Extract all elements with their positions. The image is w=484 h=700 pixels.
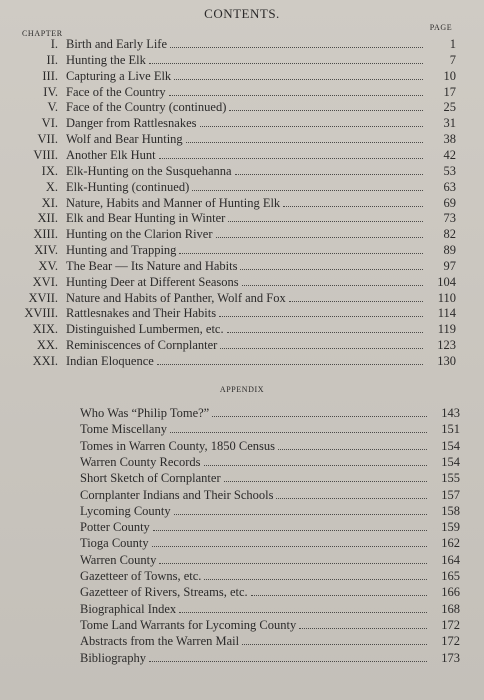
page-number: 7 xyxy=(449,52,456,67)
dot-leader xyxy=(224,481,427,482)
page-number: 155 xyxy=(441,471,460,486)
chapter-number: XIX. xyxy=(32,322,58,337)
page-number: 25 xyxy=(443,100,456,115)
dot-leader xyxy=(299,628,427,629)
appendix-title: Tome Miscellany xyxy=(80,422,167,437)
dot-leader xyxy=(149,63,423,64)
page-number: 154 xyxy=(441,438,460,453)
chapter-title: Capturing a Live Elk xyxy=(66,68,172,83)
chapter-number: I. xyxy=(50,37,58,51)
dot-leader xyxy=(157,364,423,365)
page-number: 159 xyxy=(441,520,460,535)
dot-leader xyxy=(276,498,427,499)
chapter-number: X. xyxy=(45,179,58,194)
chapter-title: Hunting the Elk xyxy=(66,52,146,67)
chapter-row xyxy=(8,291,456,306)
chapter-title: Another Elk Hunt xyxy=(66,147,156,162)
chapter-title: Distinguished Lumbermen, etc. xyxy=(66,322,224,337)
page-number: 110 xyxy=(437,290,456,305)
chapter-number: XX. xyxy=(36,338,58,353)
chapter-number: XVIII. xyxy=(24,306,58,321)
page-number: 172 xyxy=(441,634,460,649)
chapter-title: Elk-Hunting on the Susquehanna xyxy=(66,163,232,178)
chapter-title: Wolf and Bear Hunting xyxy=(66,132,183,147)
chapter-row xyxy=(8,69,456,84)
chapter-row xyxy=(8,211,456,226)
chapter-title: Reminiscences of Cornplanter xyxy=(66,338,218,353)
page-number: 158 xyxy=(441,503,460,518)
appendix-row xyxy=(80,651,460,666)
chapter-number: VII. xyxy=(37,132,58,147)
page-number: 154 xyxy=(441,454,460,469)
appendix-row xyxy=(80,439,460,454)
chapter-row xyxy=(8,148,456,163)
appendix-row xyxy=(80,455,460,470)
chapter-number: II. xyxy=(46,52,58,67)
chapter-row xyxy=(8,306,456,321)
chapter-title: Face of the Country (continued) xyxy=(66,100,227,115)
page-number: 119 xyxy=(437,322,456,337)
chapter-title: Indian Eloquence xyxy=(66,354,154,368)
appendix-row xyxy=(80,406,460,421)
chapter-row xyxy=(8,196,456,211)
chapter-row xyxy=(8,116,456,131)
dot-leader xyxy=(192,190,423,191)
chapter-title: Birth and Early Life xyxy=(66,37,168,51)
appendix-title: Who Was “Philip Tome?” xyxy=(80,406,210,420)
chapter-title: Hunting on the Clarion River xyxy=(66,227,213,242)
appendix-title: Gazetteer of Rivers, Streams, etc. xyxy=(80,585,248,600)
page-number: 168 xyxy=(441,601,460,616)
chapter-number: XXI. xyxy=(32,354,58,368)
appendix-title: Biographical Index xyxy=(80,601,177,616)
chapter-row xyxy=(8,37,456,52)
dot-leader xyxy=(149,661,427,662)
chapter-title: Danger from Rattlesnakes xyxy=(66,116,197,131)
dot-leader xyxy=(240,269,423,270)
dot-leader xyxy=(229,110,423,111)
dot-leader xyxy=(200,126,423,127)
chapter-column-header: CHAPTER xyxy=(22,29,63,38)
chapter-number: XI. xyxy=(41,195,58,210)
chapter-row xyxy=(8,354,456,369)
dot-leader xyxy=(170,47,423,48)
page-number: 173 xyxy=(441,650,460,665)
dot-leader xyxy=(227,332,423,333)
appendix-row xyxy=(80,471,460,486)
chapter-title: The Bear — Its Nature and Habits xyxy=(66,258,238,273)
chapter-row xyxy=(8,180,456,195)
page-column-header: PAGE xyxy=(429,23,453,32)
chapter-row xyxy=(8,322,456,337)
page-number: 31 xyxy=(443,116,456,131)
chapter-row xyxy=(8,132,456,147)
dot-leader xyxy=(159,563,427,564)
chapter-number: XIII. xyxy=(33,227,58,242)
dot-leader xyxy=(228,221,423,222)
chapter-row xyxy=(8,227,456,242)
chapter-title: Rattlesnakes and Their Habits xyxy=(66,306,217,321)
appendix-title: Bibliography xyxy=(80,650,146,665)
dot-leader xyxy=(242,285,423,286)
dot-leader xyxy=(174,514,427,515)
page-number: 104 xyxy=(437,274,456,289)
appendix-row xyxy=(80,504,460,519)
chapter-number: V. xyxy=(47,100,58,115)
dot-leader xyxy=(153,530,427,531)
page-number: 164 xyxy=(441,552,460,567)
page-number: 162 xyxy=(441,536,460,551)
page-number: 130 xyxy=(437,354,456,368)
chapter-title: Hunting Deer at Different Seasons xyxy=(66,274,239,289)
appendix-title: Abstracts from the Warren Mail xyxy=(80,634,240,649)
appendix-title: Gazetteer of Towns, etc. xyxy=(80,569,202,583)
appendix-row xyxy=(80,488,460,503)
appendix-title: Potter County xyxy=(80,520,150,535)
page-number: 172 xyxy=(441,617,460,632)
appendix-row xyxy=(80,553,460,568)
page-number: 1 xyxy=(449,37,456,51)
chapter-number: IV. xyxy=(43,84,58,99)
page-number: 42 xyxy=(443,147,456,162)
chapter-number: XVI. xyxy=(32,274,58,289)
page-number: 63 xyxy=(443,179,456,194)
dot-leader xyxy=(174,79,423,80)
chapter-number: XIV. xyxy=(34,243,58,258)
chapter-row xyxy=(8,259,456,274)
appendix-title: Tome Land Warrants for Lycoming County xyxy=(80,617,297,632)
chapter-row xyxy=(8,243,456,258)
dot-leader xyxy=(242,644,427,645)
chapter-title: Elk-Hunting (continued) xyxy=(66,179,190,194)
dot-leader xyxy=(216,237,423,238)
chapter-number: IX. xyxy=(41,163,58,178)
appendix-title: Tomes in Warren County, 1850 Census xyxy=(80,438,275,453)
chapter-title: Nature, Habits and Manner of Hunting Elk xyxy=(66,195,281,210)
page-number: 82 xyxy=(443,227,456,242)
chapter-number: XV. xyxy=(38,258,58,273)
page-number: 97 xyxy=(443,258,456,273)
dot-leader xyxy=(186,142,423,143)
chapter-number: VI. xyxy=(41,116,58,131)
chapter-row xyxy=(8,85,456,100)
page-number: 10 xyxy=(443,68,456,83)
dot-leader xyxy=(204,465,428,466)
page-number: 69 xyxy=(443,195,456,210)
page-number: 17 xyxy=(443,84,456,99)
chapter-row xyxy=(8,53,456,68)
chapter-title: Elk and Bear Hunting in Winter xyxy=(66,211,226,226)
appendix-title: Lycoming County xyxy=(80,503,171,518)
appendix-title: Short Sketch of Cornplanter xyxy=(80,471,221,486)
chapter-row xyxy=(8,100,456,115)
appendix-row xyxy=(80,602,460,617)
appendix-row xyxy=(80,520,460,535)
appendix-row xyxy=(80,585,460,600)
page-number: 151 xyxy=(441,422,460,437)
page-number: 166 xyxy=(441,585,460,600)
dot-leader xyxy=(152,546,427,547)
appendix-row xyxy=(80,536,460,551)
page-number: 157 xyxy=(441,487,460,502)
appendix-title: Warren County xyxy=(80,552,157,567)
chapter-title: Hunting and Trapping xyxy=(66,243,177,258)
dot-leader xyxy=(235,174,423,175)
chapter-number: III. xyxy=(42,68,58,83)
page-number: 123 xyxy=(437,338,456,353)
page-title: CONTENTS. xyxy=(204,6,280,21)
dot-leader xyxy=(289,301,423,302)
page-number: 53 xyxy=(443,163,456,178)
chapter-title: Face of the Country xyxy=(66,84,166,99)
dot-leader xyxy=(204,579,427,580)
appendix-row xyxy=(80,569,460,584)
dot-leader xyxy=(179,253,423,254)
page-number: 114 xyxy=(437,306,456,321)
page-number: 73 xyxy=(443,211,456,226)
page-number: 165 xyxy=(441,569,460,583)
appendix-row xyxy=(80,618,460,633)
dot-leader xyxy=(219,316,423,317)
chapter-number: XVII. xyxy=(28,290,58,305)
page-number: 143 xyxy=(441,406,460,420)
appendix-row xyxy=(80,634,460,649)
dot-leader xyxy=(278,449,427,450)
dot-leader xyxy=(283,206,423,207)
chapter-row xyxy=(8,164,456,179)
chapter-number: XII. xyxy=(37,211,58,226)
appendix-title: Warren County Records xyxy=(80,454,201,469)
page-number: 89 xyxy=(443,243,456,258)
dot-leader xyxy=(212,416,427,417)
chapter-row xyxy=(8,338,456,353)
chapter-row xyxy=(8,275,456,290)
dot-leader xyxy=(169,95,423,96)
dot-leader xyxy=(179,612,427,613)
chapter-number: VIII. xyxy=(33,147,58,162)
appendix-heading: APPENDIX xyxy=(219,385,265,394)
appendix-title: Tioga County xyxy=(80,536,149,551)
appendix-row xyxy=(80,422,460,437)
dot-leader xyxy=(220,348,423,349)
dot-leader xyxy=(170,432,427,433)
appendix-title: Cornplanter Indians and Their Schools xyxy=(80,487,274,502)
dot-leader xyxy=(159,158,423,159)
page-number: 38 xyxy=(443,132,456,147)
dot-leader xyxy=(251,595,427,596)
chapter-title: Nature and Habits of Panther, Wolf and Fox xyxy=(66,290,286,305)
